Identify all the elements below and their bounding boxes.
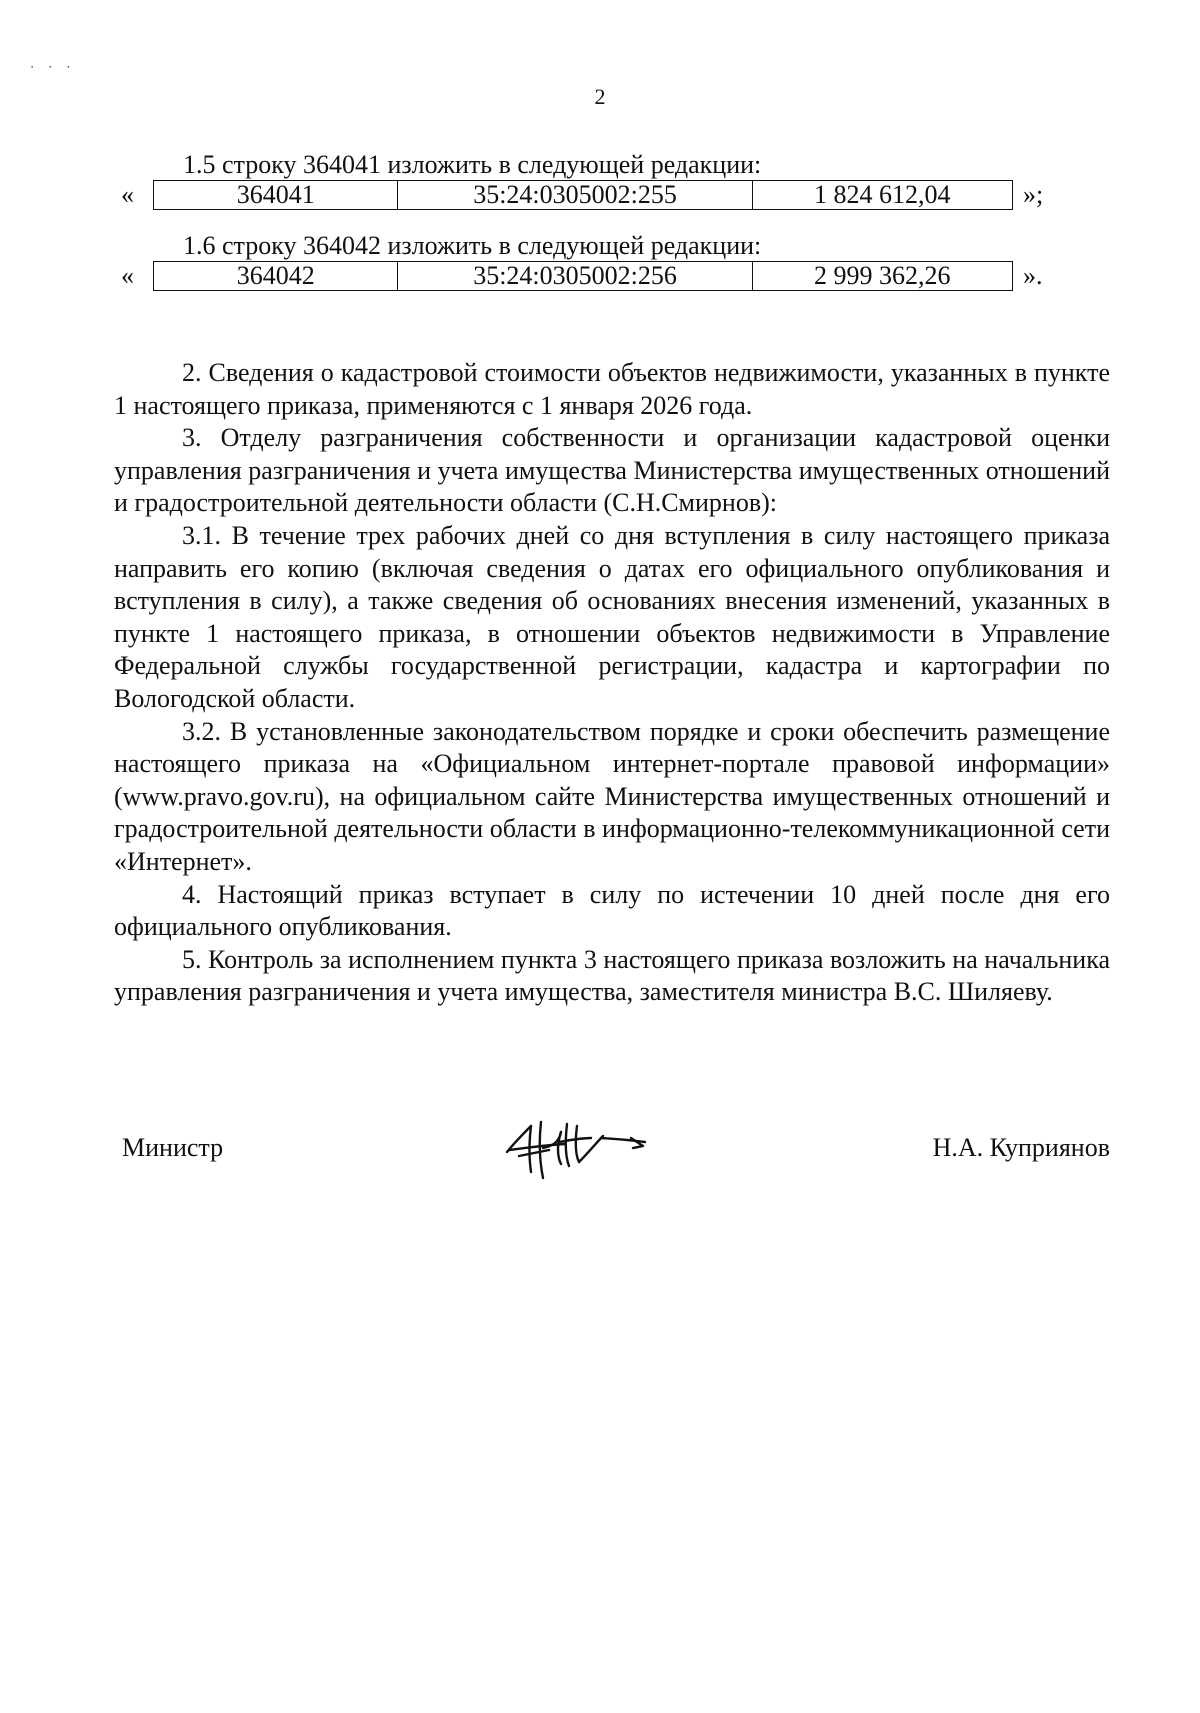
paragraph-3-2: 3.2. В установленные законодательством порядке и сроки обеспечить размещение настоящего приказа на «Официальном интернет-портале правовой информации» (www.pravo.gov.ru), на официальном сайте Министерства имущественных отношений и градостроительной деятельности области в информационно-телекоммуникационной сети «Интернет». <box>114 716 1110 876</box>
amendment-table <box>153 261 1013 291</box>
handwritten-signature <box>505 1112 665 1186</box>
quote-close: »; <box>1023 180 1044 209</box>
quote-open: « <box>121 261 134 290</box>
paragraph-4: 4. Настоящий приказ вступает в силу по истечении 10 дней после дня его официального опубликования. <box>114 879 1110 942</box>
amendment-title: 1.5 строку 364041 изложить в следующей редакции: <box>183 150 762 179</box>
order-body <box>114 357 1110 1009</box>
amendment-title: 1.6 строку 364042 изложить в следующей редакции: <box>183 231 762 260</box>
amendment-table <box>153 180 1013 210</box>
table-cell-row-code: 364042 <box>154 262 398 290</box>
paragraph-2: 2. Сведения о кадастровой стоимости объектов недвижимости, указанных в пункте 1 настоящего приказа, применяются с 1 января 2026 года. <box>114 358 1110 420</box>
scan-specks: ⋅⋅⋅ <box>30 60 85 74</box>
table-cell-row-code: 364041 <box>154 181 398 209</box>
paragraph-5: 5. Контроль за исполнением пункта 3 настоящего приказа возложить на начальника управления разграничения и учета имущества, заместителя министра В.С. Шиляеву. <box>114 944 1110 1007</box>
page-number: 2 <box>594 84 606 109</box>
quote-close: ». <box>1023 261 1043 290</box>
signatory-role: Министр <box>122 1133 224 1162</box>
table-cell-cadastral-number: 35:24:0305002:256 <box>398 262 752 290</box>
paragraph-3-1: 3.1. В течение трех рабочих дней со дня вступления в силу настоящего приказа направить его копию (включая сведения о датах его официального опубликования и вступления в силу), а также сведения об основаниях внесения изменений, указанных в пункте 1 настоящего приказа, в отношении объектов недвижимости в Управление Федеральной службы государственной регистрации, кадастра и картографии по Вологодской области. <box>114 520 1110 713</box>
signatory-name: Н.А. Куприянов <box>932 1133 1110 1162</box>
table-cell-cadastral-value: 1 824 612,04 <box>814 180 951 209</box>
paragraph-3: 3. Отделу разграничения собственности и организации кадастровой оценки управления разграничения и учета имущества Министерства имущественных отношений и градостроительной деятельности области (С.Н.Смирнов): <box>114 423 1110 518</box>
quote-open: « <box>121 180 134 209</box>
table-cell-cadastral-number: 35:24:0305002:255 <box>398 181 752 209</box>
table-cell-cadastral-value: 2 999 362,26 <box>814 261 951 290</box>
